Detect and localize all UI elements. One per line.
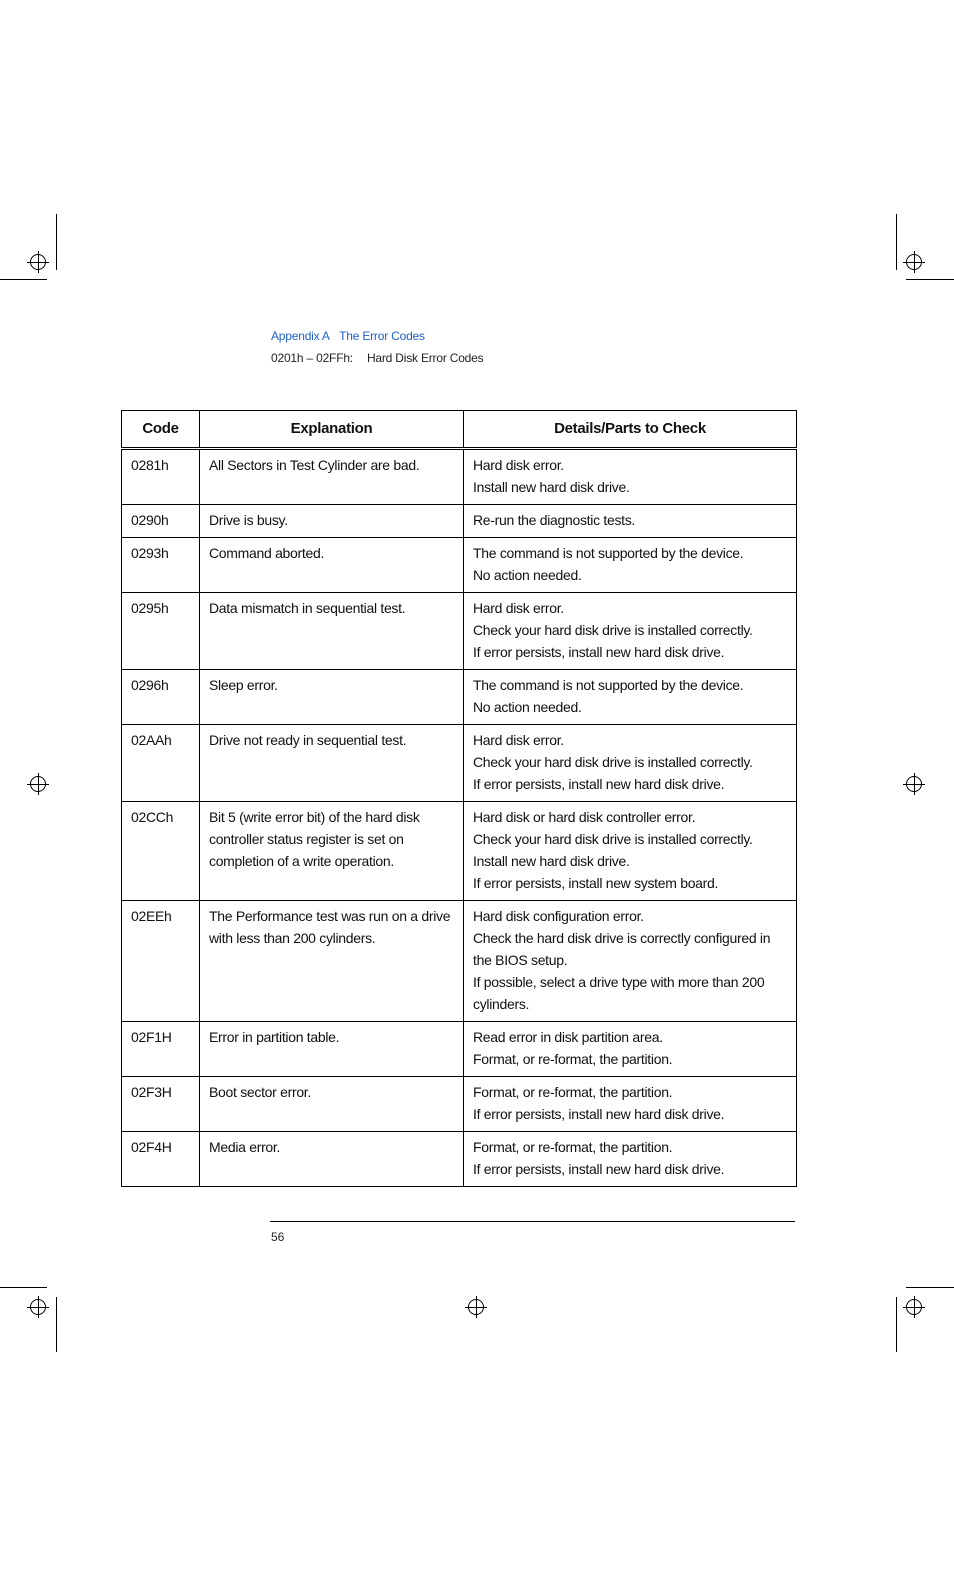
details-line: If error persists, install new hard disk drive. — [473, 644, 725, 660]
error-code-cell: 02CCh — [122, 802, 200, 901]
details-cell — [464, 538, 797, 593]
details-line: Check the hard disk drive is correctly configured in — [473, 930, 771, 946]
column-header-code: Code — [122, 411, 200, 449]
explanation-line: Sleep error. — [209, 677, 278, 693]
error-code-cell: 02AAh — [122, 725, 200, 802]
details-cell — [464, 1077, 797, 1132]
explanation-cell — [200, 725, 464, 802]
explanation-line: All Sectors in Test Cylinder are bad. — [209, 457, 420, 473]
table-row — [122, 1132, 797, 1187]
running-header-section — [271, 351, 483, 365]
details-line: Hard disk error. — [473, 457, 564, 473]
registration-mark-icon — [27, 773, 49, 795]
details-line: the BIOS setup. — [473, 952, 568, 968]
table-row — [122, 901, 797, 1022]
explanation-line: The Performance test was run on a drive — [209, 908, 451, 924]
details-line: No action needed. — [473, 699, 582, 715]
running-header-chapter — [271, 329, 425, 343]
details-line: Install new hard disk drive. — [473, 479, 630, 495]
explanation-line: Media error. — [209, 1139, 281, 1155]
error-code-cell: 0295h — [122, 593, 200, 670]
error-code-cell: 02F3H — [122, 1077, 200, 1132]
details-line: If error persists, install new system board. — [473, 875, 719, 891]
section-title: Hard Disk Error Codes — [366, 351, 484, 365]
error-codes-table — [121, 410, 797, 1187]
error-code-cell: 02EEh — [122, 901, 200, 1022]
details-line: Check your hard disk drive is installed correctly. — [473, 754, 753, 770]
details-line: The command is not supported by the device. — [473, 545, 744, 561]
column-header-details: Details/Parts to Check — [464, 411, 797, 449]
details-line: Install new hard disk drive. — [473, 853, 630, 869]
registration-mark-icon — [903, 773, 925, 795]
details-line: Read error in disk partition area. — [473, 1029, 663, 1045]
explanation-cell — [200, 1022, 464, 1077]
table-row — [122, 593, 797, 670]
details-line: Check your hard disk drive is installed correctly. — [473, 831, 753, 847]
explanation-line: Drive is busy. — [209, 512, 288, 528]
table-row — [122, 538, 797, 593]
explanation-cell — [200, 901, 464, 1022]
registration-mark-icon — [903, 1296, 925, 1318]
registration-mark-icon — [903, 251, 925, 273]
explanation-cell — [200, 505, 464, 538]
error-code-cell: 0296h — [122, 670, 200, 725]
table-header-row — [122, 411, 797, 449]
explanation-line: Error in partition table. — [209, 1029, 340, 1045]
details-line: cylinders. — [473, 996, 530, 1012]
details-line: Format, or re-format, the partition. — [473, 1051, 673, 1067]
error-code-cell: 02F1H — [122, 1022, 200, 1077]
chapter-title: The Error Codes — [339, 329, 425, 343]
explanation-cell — [200, 1077, 464, 1132]
error-code-cell: 0281h — [122, 449, 200, 505]
error-code-cell: 0293h — [122, 538, 200, 593]
footer-rule — [270, 1221, 795, 1222]
table-row — [122, 670, 797, 725]
details-line: Format, or re-format, the partition. — [473, 1139, 673, 1155]
registration-mark-icon — [465, 1296, 487, 1318]
explanation-line: Command aborted. — [209, 545, 325, 561]
explanation-line: completion of a write operation. — [209, 853, 394, 869]
details-cell — [464, 505, 797, 538]
table-row — [122, 1022, 797, 1077]
registration-mark-icon — [27, 251, 49, 273]
registration-mark-icon — [27, 1296, 49, 1318]
explanation-line: controller status register is set on — [209, 831, 404, 847]
explanation-cell — [200, 802, 464, 901]
explanation-cell — [200, 593, 464, 670]
details-cell — [464, 593, 797, 670]
details-line: Check your hard disk drive is installed correctly. — [473, 622, 753, 638]
details-line: If error persists, install new hard disk drive. — [473, 776, 725, 792]
details-line: The command is not supported by the device. — [473, 677, 744, 693]
details-line: Re-run the diagnostic tests. — [473, 512, 636, 528]
details-line: Hard disk error. — [473, 600, 564, 616]
details-cell — [464, 725, 797, 802]
table-row — [122, 1077, 797, 1132]
details-line: If error persists, install new hard disk drive. — [473, 1106, 725, 1122]
details-cell — [464, 670, 797, 725]
table-row — [122, 725, 797, 802]
explanation-cell — [200, 449, 464, 505]
details-cell — [464, 1022, 797, 1077]
details-line: Hard disk error. — [473, 732, 564, 748]
page-number: 56 — [271, 1230, 285, 1244]
details-cell — [464, 1132, 797, 1187]
table-row — [122, 505, 797, 538]
error-code-cell: 0290h — [122, 505, 200, 538]
details-line: No action needed. — [473, 567, 582, 583]
column-header-explanation: Explanation — [200, 411, 464, 449]
explanation-line: Data mismatch in sequential test. — [209, 600, 406, 616]
code-range: 0201h – 02FFh: — [271, 351, 353, 365]
details-line: Hard disk configuration error. — [473, 908, 644, 924]
details-cell — [464, 802, 797, 901]
details-line: Format, or re-format, the partition. — [473, 1084, 673, 1100]
details-line: If possible, select a drive type with more than 200 — [473, 974, 765, 990]
details-cell — [464, 901, 797, 1022]
explanation-cell — [200, 538, 464, 593]
appendix-label: Appendix A — [271, 329, 330, 343]
table-row — [122, 802, 797, 901]
explanation-line: Drive not ready in sequential test. — [209, 732, 407, 748]
details-line: If error persists, install new hard disk drive. — [473, 1161, 725, 1177]
explanation-line: Bit 5 (write error bit) of the hard disk — [209, 809, 420, 825]
details-cell — [464, 449, 797, 505]
explanation-line: Boot sector error. — [209, 1084, 311, 1100]
error-code-cell: 02F4H — [122, 1132, 200, 1187]
explanation-line: with less than 200 cylinders. — [209, 930, 376, 946]
details-line: Hard disk or hard disk controller error. — [473, 809, 696, 825]
explanation-cell — [200, 1132, 464, 1187]
table-row — [122, 449, 797, 505]
explanation-cell — [200, 670, 464, 725]
